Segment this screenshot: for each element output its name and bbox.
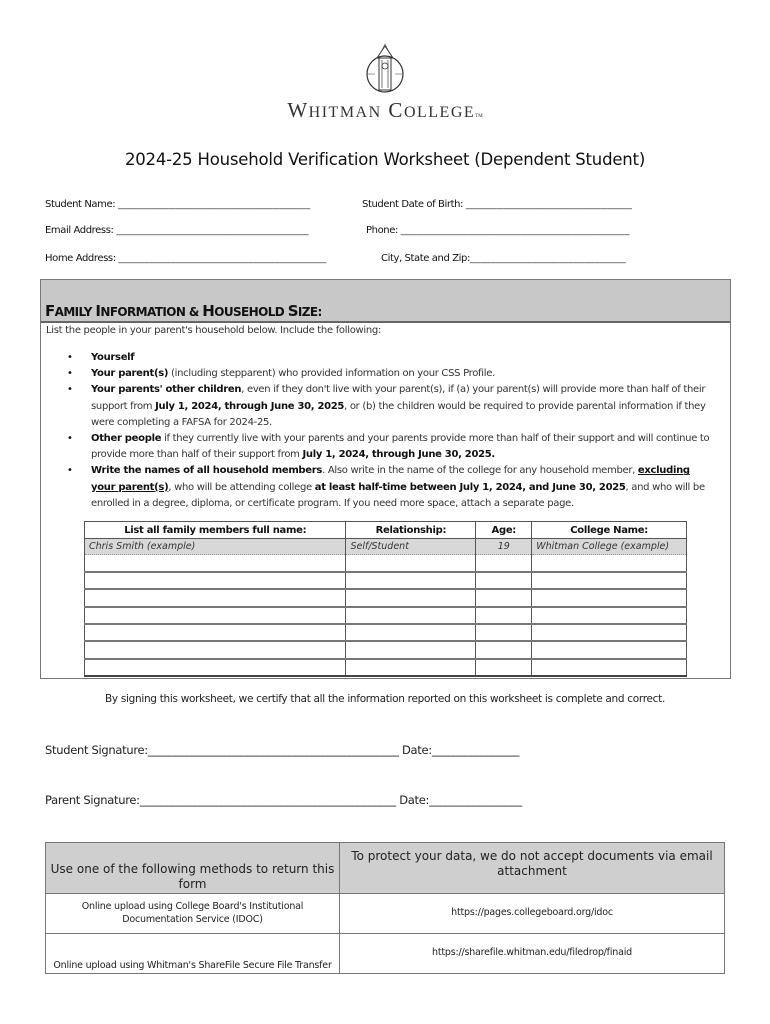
age-cell[interactable] (476, 624, 532, 641)
email-field[interactable]: Email Address: _____________________________________ (45, 225, 309, 236)
name-cell[interactable] (85, 659, 346, 676)
relationship-cell[interactable] (346, 555, 476, 572)
list-item: • Yourself (41, 350, 730, 366)
table-row (46, 934, 725, 974)
certification-statement: By signing this worksheet, we certify that all the information reported on this worksheet is complete and correct. (104, 693, 666, 705)
relationship-cell[interactable] (346, 607, 476, 624)
idoc-link[interactable]: https://pages.collegeboard.org/idoc (451, 907, 613, 919)
family-members-table (84, 521, 687, 677)
family-information-section (40, 279, 731, 679)
list-item: • Write the names of all household members. Also write in the name of the college for any household member, excluding your parent(s), who will be attending college at least half-time between July 1, 2024, and June 30, 2025, and who will be enrolled in a degree, diploma, or certificate program. If you need more space, attach a separate page. (41, 463, 730, 512)
table-row (85, 555, 687, 572)
college-cell[interactable] (532, 572, 687, 589)
age-cell[interactable] (476, 572, 532, 589)
instruction-list (41, 350, 730, 512)
list-item: • Your parents' other children, even if they don't live with your parent(s), if (a) your parent(s) will provide more than half of their support from July 1, 2024, through June 30, 2025, or (b) the children would be required to provide parental information if they were completing a FAFSA for 2024-25. (41, 382, 730, 431)
column-header-name: List all family members full name: (85, 522, 346, 539)
age-cell[interactable] (476, 607, 532, 624)
college-wordmark: WHITMAN COLLEGETM (287, 98, 483, 122)
section-heading: FAMILY INFORMATION & HOUSEHOLD SIZE: (45, 302, 322, 320)
return-methods-table (45, 842, 725, 974)
example-row (85, 539, 687, 555)
email-warning-header: To protect your data, we do not accept documents via email attachment (340, 843, 725, 894)
college-cell[interactable] (532, 589, 687, 606)
column-header-college: College Name: (532, 522, 687, 539)
table-row (85, 659, 687, 676)
college-cell[interactable] (532, 659, 687, 676)
methods-header: Use one of the following methods to return this form (46, 843, 340, 894)
table-row (85, 624, 687, 641)
name-cell[interactable] (85, 624, 346, 641)
relationship-cell[interactable] (346, 572, 476, 589)
city-state-zip-field[interactable]: City, State and Zip:______________________________ (381, 253, 626, 264)
column-header-age: Age: (476, 522, 532, 539)
parent-signature-line[interactable]: Parent Signature:_______________________________________________ Date:_________________ (45, 793, 522, 807)
table-row (46, 894, 725, 934)
table-header-row (85, 522, 687, 539)
example-age: 19 (476, 539, 532, 555)
sharefile-link[interactable]: https://sharefile.whitman.edu/filedrop/finaid (432, 947, 632, 959)
list-item: • Your parent(s) (including stepparent) who provided information on your CSS Profile. (41, 366, 730, 382)
college-cell[interactable] (532, 624, 687, 641)
student-signature-line[interactable]: Student Signature:______________________________________________ Date:________________ (45, 743, 520, 757)
example-name: Chris Smith (example) (85, 539, 346, 555)
college-seal-icon (363, 42, 407, 98)
parent-signature-label: Parent Signature: (45, 793, 140, 807)
relationship-cell[interactable] (346, 641, 476, 658)
student-date-field[interactable]: ________________ (431, 743, 520, 757)
age-cell[interactable] (476, 555, 532, 572)
college-logo (0, 42, 770, 123)
page-title: 2024-25 Household Verification Worksheet (Dependent Student) (124, 150, 646, 169)
table-row (85, 572, 687, 589)
college-cell[interactable] (532, 555, 687, 572)
student-name-field[interactable]: Student Name: _____________________________________ (45, 199, 311, 210)
relationship-cell[interactable] (346, 624, 476, 641)
example-college: Whitman College (example) (532, 539, 687, 555)
table-row (85, 641, 687, 658)
table-row (85, 607, 687, 624)
example-relationship: Self/Student (346, 539, 476, 555)
table-row (85, 589, 687, 606)
phone-field[interactable]: Phone: ____________________________________________ (366, 225, 630, 236)
student-signature-label: Student Signature: (45, 743, 148, 757)
name-cell[interactable] (85, 607, 346, 624)
age-cell[interactable] (476, 659, 532, 676)
method-idoc: Online upload using College Board's Institutional Documentation Service (IDOC) (46, 894, 340, 934)
date-of-birth-field[interactable]: Student Date of Birth: ________________________________ (362, 199, 633, 210)
home-address-field[interactable]: Home Address: ________________________________________ (45, 253, 327, 264)
name-cell[interactable] (85, 641, 346, 658)
name-cell[interactable] (85, 572, 346, 589)
age-cell[interactable] (476, 641, 532, 658)
list-item: • Other people if they currently live with your parents and your parents provide more than half of their support and will continue to provide more than half of their support from July 1, 2024, through June 30, 2025. (41, 431, 730, 463)
section-intro: List the people in your parent's household below. Include the following: (46, 325, 382, 336)
college-cell[interactable] (532, 641, 687, 658)
relationship-cell[interactable] (346, 659, 476, 676)
name-cell[interactable] (85, 555, 346, 572)
column-header-relationship: Relationship: (346, 522, 476, 539)
parent-date-field[interactable]: _________________ (429, 793, 522, 807)
method-sharefile: Online upload using Whitman's ShareFile Secure File Transfer (46, 934, 340, 974)
age-cell[interactable] (476, 589, 532, 606)
table-header-row (46, 843, 725, 894)
student-date-label: Date: (401, 743, 432, 757)
relationship-cell[interactable] (346, 589, 476, 606)
college-cell[interactable] (532, 607, 687, 624)
name-cell[interactable] (85, 589, 346, 606)
section-header (41, 280, 730, 323)
parent-date-label: Date: (399, 793, 430, 807)
